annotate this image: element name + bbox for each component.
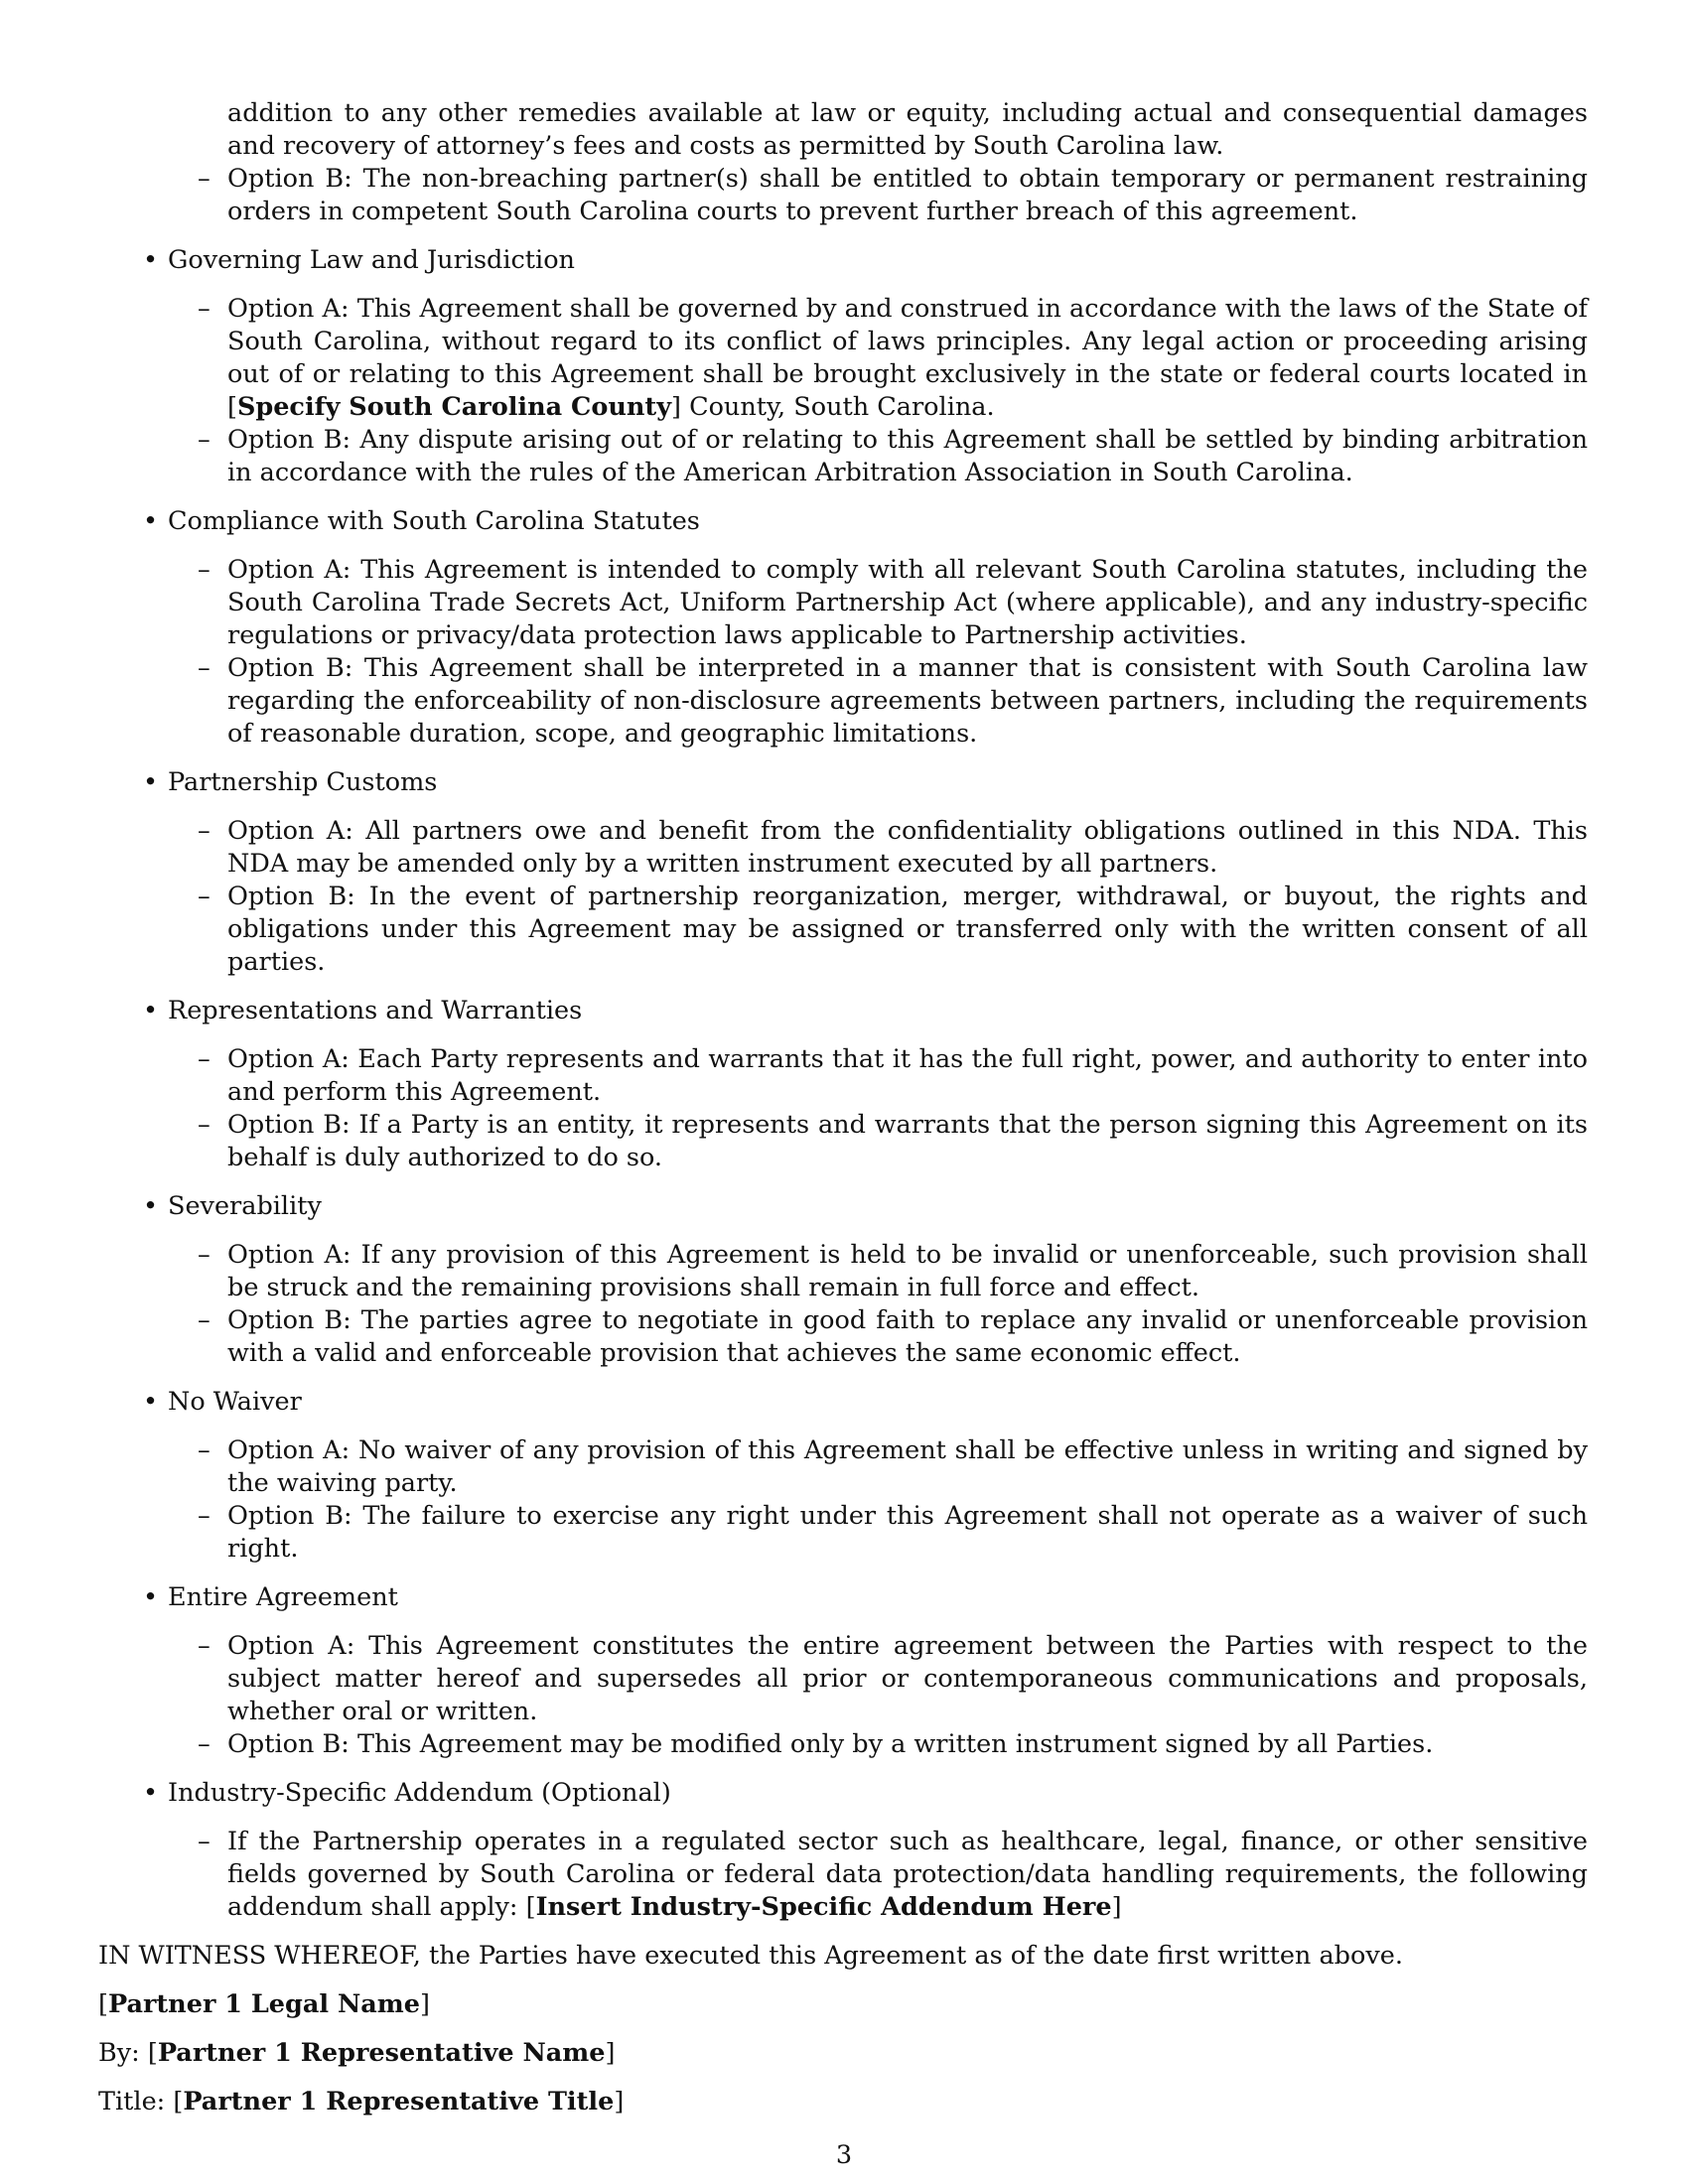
by-label: By: xyxy=(98,2038,140,2068)
option-text: Option B: In the event of partnership reorganization, merger, withdrawal, or buyout, the rights and obligations under this Agreement may be assigned or transferred only with the written consent of all parties. xyxy=(227,882,1588,977)
section-partnership-customs xyxy=(98,766,1588,979)
dash-marker: – xyxy=(198,816,211,846)
dash-marker: – xyxy=(198,555,211,585)
bullet-icon: • xyxy=(143,1582,159,1612)
dash-marker: – xyxy=(198,164,211,194)
section-heading xyxy=(143,1777,1588,1810)
section-entire-agreement xyxy=(98,1581,1588,1761)
page-number: 3 xyxy=(835,2140,853,2170)
dash-marker: – xyxy=(198,1729,211,1759)
section-compliance xyxy=(98,505,1588,751)
addendum-clause xyxy=(198,1826,1588,1924)
bullet-icon: • xyxy=(143,506,159,536)
legal-name-placeholder: Partner 1 Legal Name xyxy=(107,1989,420,2019)
option-text: Option A: This Agreement constitutes the entire agreement between the Parties with respect to the subject matter hereof and supersedes all prior or contemporaneous communications and proposals, whether oral or written. xyxy=(227,1631,1588,1726)
option-text-before: If the Partnership operates in a regulated sector such as healthcare, legal, finance, or other sensitive fields governed by South Carolina or federal data protection/data handling requirements, the following addendum shall apply: [ xyxy=(227,1827,1588,1922)
option-text: Option A: This Agreement is intended to comply with all relevant South Carolina statutes, including the South Carolina Trade Secrets Act, Uniform Partnership Act (where applicable), and any industry-specific regulations or privacy/data protection laws applicable to Partnership activities. xyxy=(227,555,1588,650)
option-text-after: ] xyxy=(1111,1892,1122,1922)
remedies-continuation: addition to any other remedies available at law or equity, including actual and consequential damages and recovery of attorney’s fees and costs as permitted by South Carolina law. xyxy=(227,98,1588,161)
title-label: Title: xyxy=(98,2087,166,2116)
option-text: Option A: If any provision of this Agreement is held to be invalid or unenforceable, such provision shall be struck and the remaining provisions shall remain in full force and effect. xyxy=(227,1240,1588,1302)
option-b xyxy=(198,1109,1588,1174)
section-heading xyxy=(143,766,1588,799)
option-text: Option B: If a Party is an entity, it represents and warrants that the person signing this Agreement on its behalf is duly authorized to do so. xyxy=(227,1110,1588,1172)
section-title: Partnership Customs xyxy=(168,767,438,797)
witness-statement: IN WITNESS WHEREOF, the Parties have executed this Agreement as of the date first written above. xyxy=(98,1941,1403,1971)
section-heading xyxy=(143,244,1588,277)
option-a xyxy=(198,1630,1588,1728)
section-title: Industry-Specific Addendum (Optional) xyxy=(168,1778,671,1808)
dash-marker: – xyxy=(198,425,211,455)
dash-marker: – xyxy=(198,1305,211,1335)
option-list xyxy=(98,1043,1588,1174)
option-b xyxy=(198,1728,1588,1761)
option-text: Option B: Any dispute arising out of or relating to this Agreement shall be settled by binding arbitration in accordance with the rules of the American Arbitration Association in South Carolina. xyxy=(227,425,1588,487)
option-text: Option A: Each Party represents and warrants that it has the full right, power, and authority to enter into and perform this Agreement. xyxy=(227,1044,1588,1107)
option-b xyxy=(198,881,1588,979)
option-text: Option B: The non-breaching partner(s) shall be entitled to obtain temporary or permanent restraining orders in competent South Carolina courts to prevent further breach of this agreement. xyxy=(227,164,1588,226)
option-a xyxy=(198,1239,1588,1304)
option-list xyxy=(98,1630,1588,1761)
option-a xyxy=(198,293,1588,424)
bullet-icon: • xyxy=(143,767,159,797)
option-a xyxy=(198,815,1588,881)
bullet-icon: • xyxy=(143,1387,159,1417)
option-b xyxy=(198,424,1588,489)
dash-marker: – xyxy=(198,882,211,911)
option-text-after: ] County, South Carolina. xyxy=(671,392,995,422)
option-text: Option A: All partners owe and benefit from the confidentiality obligations outlined in this NDA. This NDA may be amended only by a written instrument executed by all partners. xyxy=(227,816,1588,879)
document-page xyxy=(98,97,1588,2118)
section-title: Representations and Warranties xyxy=(168,996,583,1025)
section-heading xyxy=(143,1386,1588,1419)
dash-marker: – xyxy=(198,1240,211,1270)
section-title: No Waiver xyxy=(168,1387,302,1417)
option-list xyxy=(98,1434,1588,1566)
signature-title-line: Title: [Partner 1 Representative Title] xyxy=(98,2087,625,2116)
section-title: Severability xyxy=(168,1191,322,1221)
county-placeholder: Specify South Carolina County xyxy=(236,392,672,422)
bullet-icon: • xyxy=(143,1778,159,1808)
option-a xyxy=(198,554,1588,652)
section-heading xyxy=(143,1190,1588,1223)
dash-marker: – xyxy=(198,1827,211,1856)
section-no-waiver xyxy=(98,1386,1588,1566)
option-text: Option B: This Agreement may be modified only by a written instrument signed by all Parties. xyxy=(227,1729,1434,1759)
section-title: Entire Agreement xyxy=(168,1582,398,1612)
option-b xyxy=(198,1500,1588,1566)
dash-marker: – xyxy=(198,294,211,324)
option-text-before: Option A: This Agreement shall be governed by and construed in accordance with the laws of the State of South Carolina, without regard to its conflict of laws principles. Any legal action or proceeding arising out of or relating to this Agreement shall be brought exclusively in the state or federal courts located in [ xyxy=(227,294,1588,422)
dash-marker: – xyxy=(198,1501,211,1531)
option-b xyxy=(198,652,1588,751)
dash-marker: – xyxy=(198,1631,211,1661)
section-title: Governing Law and Jurisdiction xyxy=(168,245,575,275)
dash-marker: – xyxy=(198,653,211,683)
option-a xyxy=(198,1434,1588,1500)
option-list xyxy=(98,1239,1588,1370)
section-governing-law xyxy=(98,244,1588,489)
option-list xyxy=(98,554,1588,751)
bullet-icon: • xyxy=(143,996,159,1025)
section-title: Compliance with South Carolina Statutes xyxy=(168,506,700,536)
dash-marker: – xyxy=(198,1044,211,1074)
option-text: Option B: The failure to exercise any right under this Agreement shall not operate as a waiver of such right. xyxy=(227,1501,1588,1564)
remedies-option-b xyxy=(198,163,1588,228)
option-b xyxy=(198,1304,1588,1370)
bullet-icon: • xyxy=(143,1191,159,1221)
option-text: Option B: This Agreement shall be interpreted in a manner that is consistent with South Carolina law regarding the enforceability of non-disclosure agreements between partners, including the requirements of reasonable duration, scope, and geographic limitations. xyxy=(227,653,1588,749)
option-list xyxy=(98,1826,1588,1924)
section-industry-addendum xyxy=(98,1777,1588,1924)
option-text: Option A: No waiver of any provision of this Agreement shall be effective unless in writing and signed by the waiving party. xyxy=(227,1435,1588,1498)
addendum-placeholder: Insert Industry-Specific Addendum Here xyxy=(535,1892,1112,1922)
bullet-icon: • xyxy=(143,245,159,275)
signature-by-line: By: [Partner 1 Representative Name] xyxy=(98,2038,616,2068)
option-list xyxy=(98,815,1588,979)
section-heading xyxy=(143,1581,1588,1614)
option-list xyxy=(98,293,1588,489)
section-heading xyxy=(143,995,1588,1027)
signature-legal-name: [Partner 1 Legal Name] xyxy=(98,1989,430,2019)
dash-marker: – xyxy=(198,1435,211,1465)
option-a xyxy=(198,1043,1588,1109)
section-heading xyxy=(143,505,1588,538)
section-representations xyxy=(98,995,1588,1174)
rep-title-placeholder: Partner 1 Representative Title xyxy=(183,2087,615,2116)
option-text: Option B: The parties agree to negotiate in good faith to replace any invalid or unenforceable provision with a valid and enforceable provision that achieves the same economic effect. xyxy=(227,1305,1588,1368)
dash-marker: – xyxy=(198,1110,211,1140)
section-severability xyxy=(98,1190,1588,1370)
rep-name-placeholder: Partner 1 Representative Name xyxy=(157,2038,606,2068)
